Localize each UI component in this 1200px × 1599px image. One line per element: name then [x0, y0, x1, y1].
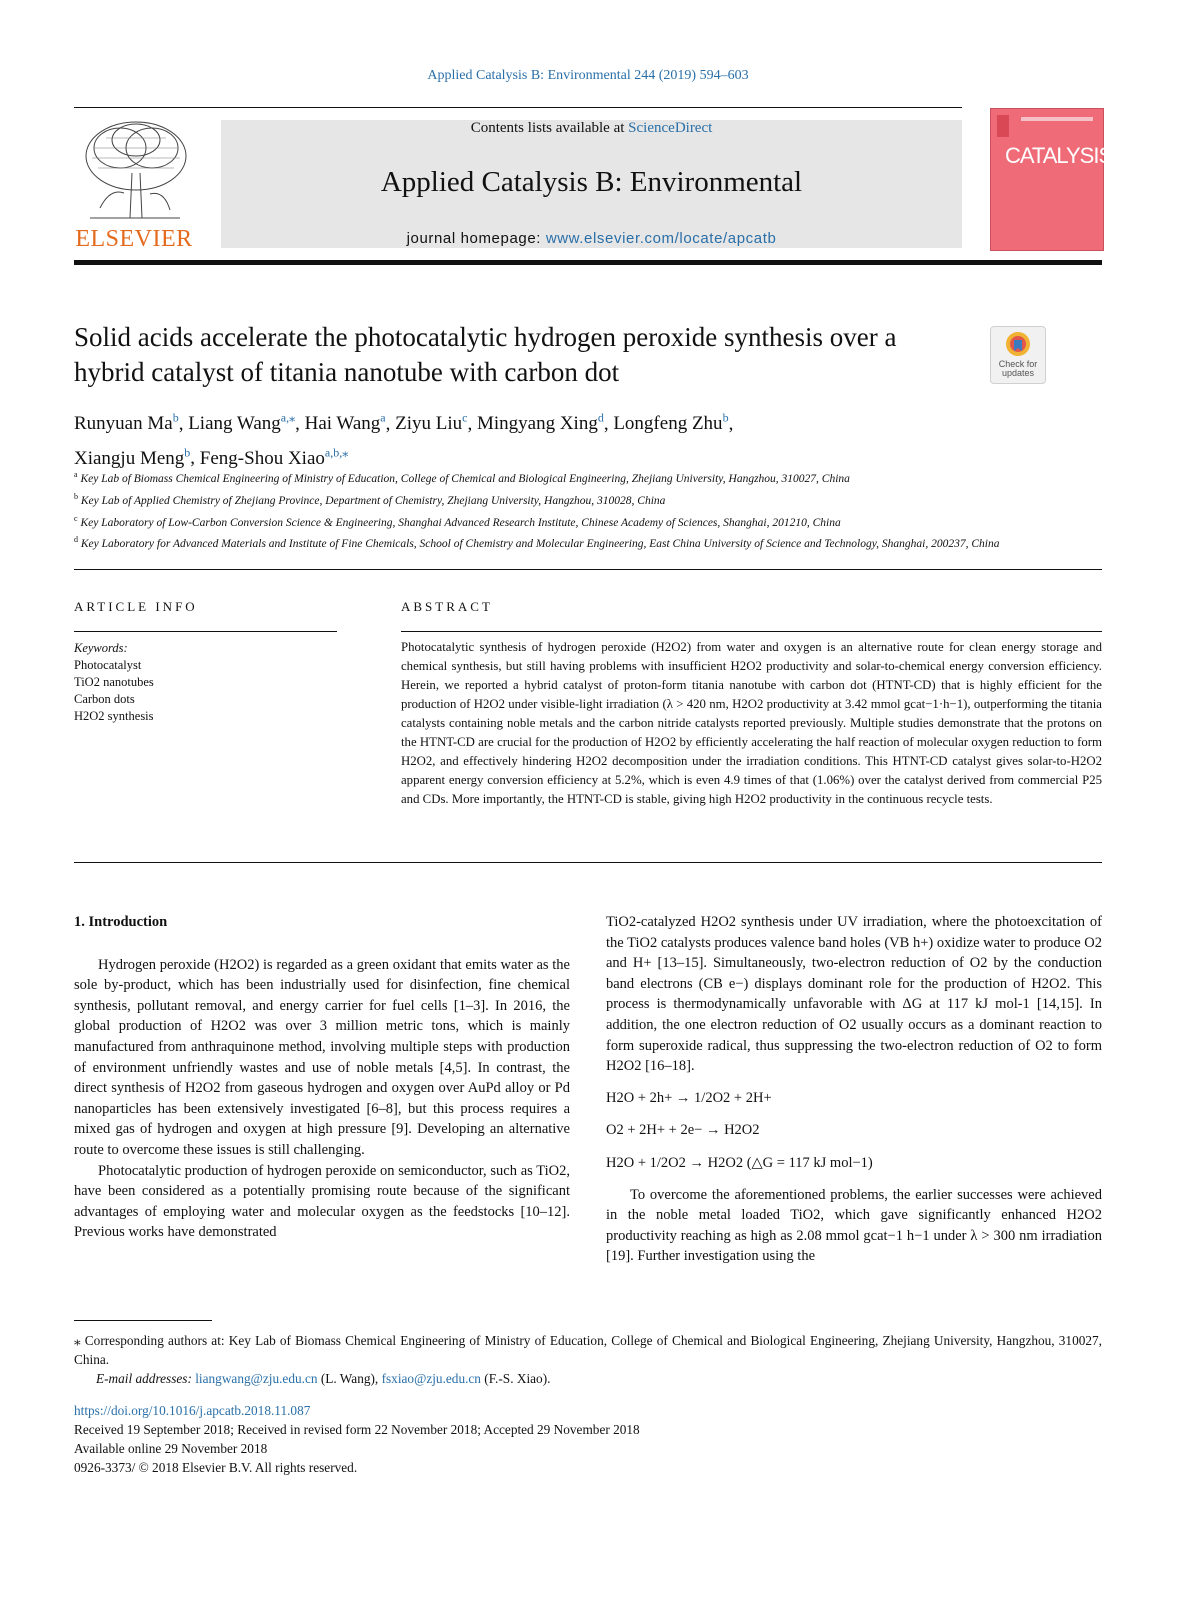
intro-paragraph-3: TiO2-catalyzed H2O2 synthesis under UV irradiation, where the photoexcitation of the TiO2 catalysts produces valence band holes (VB h+) oxidize water to produce O2 and H+ [13–15]. Simultaneously, two-electron reduction of O2 by the conduction band electrons (CB e−) displays dominant role for the production of H2O2. This process is thermodynamically unfavorable with ΔG at 117 kJ mol-1 [14,15]. In addition, the one electron reduction of O2 usually occurs as a dominant reaction to form superoxide radical, thus suppressing the two-electron reduction of O2 to form H2O2 [16–18]. [606, 914, 1102, 1075]
journal-banner [221, 120, 962, 248]
homepage-prefix: journal homepage: [406, 230, 546, 247]
check-updates-icon [1005, 331, 1031, 359]
intro-paragraph-4: To overcome the aforementioned problems, the earlier successes were achieved in the noble metal loaded TiO2, which gave significantly enhanced H2O2 productivity reaching as high as 2.08 mmol gcat−1 h−1 under λ > 300 nm irradiation [19]. Further investigation using the [606, 1186, 1102, 1265]
email-line: E-mail addresses: liangwang@zju.edu.cn (L. Wang), fsxiao@zju.edu.cn (F.-S. Xiao). [96, 1371, 551, 1386]
email-link-wang[interactable]: liangwang@zju.edu.cn [195, 1371, 318, 1386]
elsevier-wordmark: ELSEVIER [75, 226, 193, 252]
received-dates: Received 19 September 2018; Received in revised form 22 November 2018; Accepted 29 November 2018 [74, 1422, 640, 1437]
header-thick-rule [74, 260, 1102, 265]
equation-2: O2 + 2H+ + 2e− → H2O2 [606, 1122, 760, 1139]
keyword-2: TiO2 nanotubes [74, 675, 154, 689]
author-1[interactable]: Runyuan Ma$^b$ [74, 411, 179, 435]
intro-paragraph-2: Photocatalytic production of hydrogen peroxide on semiconductor, such as TiO2, have been considered as a potentially promising route because of the significant advantages of employing water and molecular oxygen as the feedstocks [10–12]. Previous works have demonstrated [74, 1162, 570, 1241]
author-5[interactable]: Mingyang Xing$^d$ [476, 411, 604, 435]
journal-citation[interactable]: Applied Catalysis B: Environmental 244 (2019) 594–603 [427, 68, 749, 83]
affiliations [74, 466, 1104, 553]
author-8[interactable]: Feng-Shou Xiao$^{a,b,⁎}$ [199, 445, 349, 469]
author-list: Runyuan Ma$^b$, Liang Wang$^{a,⁎}$, Hai Wang$^a$, Ziyu Liu$^c$, Mingyang Xing$^d$, Longfeng Zhu$^b$, Xiangju Meng$^b$, Feng-Shou Xiao$^{a,b,⁎}$ [74, 411, 734, 469]
abstract-heading: ABSTRACT [401, 599, 493, 614]
footnote-rule [74, 1320, 212, 1321]
keyword-3: Carbon dots [74, 692, 135, 706]
keyword-4: H2O2 synthesis [74, 709, 154, 723]
article-info-rule [74, 631, 337, 632]
equation-3: H2O + 1/2O2 → H2O2 (△G = 117 kJ mol−1) [606, 1154, 873, 1171]
check-updates-badge[interactable] [990, 326, 1046, 384]
corresponding-authors: ⁎ Corresponding authors at: Key Lab of Biomass Chemical Engineering of Ministry of Education, College of Chemical and Biological Engineering, Zhejiang University, Hangzhou, 310027, China. [74, 1333, 1102, 1367]
copyright: 0926-3373/ © 2018 Elsevier B.V. All rights reserved. [74, 1460, 358, 1475]
journal-cover[interactable] [990, 108, 1113, 251]
left-column [74, 912, 570, 1243]
article-info-heading: ARTICLE INFO [74, 599, 198, 614]
cover-mark [997, 115, 1009, 137]
journal-title: Applied Catalysis B: Environmental [380, 166, 803, 198]
title-line-1: Solid acids accelerate the photocatalytic hydrogen peroxide synthesis over a [74, 322, 897, 352]
homepage-link[interactable]: www.elsevier.com/locate/apcatb [545, 230, 777, 247]
affiliation-a: $^a$ Key Lab of Biomass Chemical Engineering of Ministry of Education, College of Chemical and Biological Engineering, Zhejiang University, Hangzhou, 310027, China [74, 470, 850, 485]
author-3[interactable]: Hai Wang$^a$ [304, 411, 386, 435]
right-column [606, 912, 1102, 1267]
author-2[interactable]: Liang Wang$^{a,⁎}$ [188, 411, 296, 435]
affiliation-d: $^d$ Key Laboratory for Advanced Materials and Institute of Fine Chemicals, School of Chemistry and Molecular Engineering, East China University of Science and Technology, Shanghai, 200237, China [74, 535, 1000, 551]
article-title [74, 320, 974, 390]
contents-line [221, 120, 962, 137]
doi-link[interactable]: https://doi.org/10.1016/j.apcatb.2018.11.087 [74, 1403, 311, 1418]
affiliation-b: $^b$ Key Lab of Applied Chemistry of Zhejiang Province, Department of Chemistry, Zhejiang University, Hangzhou, 310028, China [74, 491, 666, 507]
author-7[interactable]: Xiangju Meng$^b$ [74, 445, 191, 469]
keywords-label: Keywords: [74, 641, 128, 655]
check-updates-label: Check for updates [998, 359, 1038, 378]
header-rule [74, 107, 962, 108]
abstract-rule [401, 631, 1102, 632]
affiliation-rule [74, 569, 1102, 570]
email-link-xiao[interactable]: fsxiao@zju.edu.cn [381, 1371, 481, 1386]
section-heading: 1. Introduction [74, 914, 168, 930]
title-line-2: hybrid catalyst of titania nanotube with carbon dot [74, 357, 620, 387]
keywords-block [74, 640, 324, 725]
affiliation-c: $^c$ Key Laboratory of Low-Carbon Conversion Science & Engineering, Shanghai Advanced Research Institute, Chinese Academy of Sciences, Shanghai, 201210, China [74, 513, 841, 529]
author-4[interactable]: Ziyu Liu$^c$ [395, 411, 468, 435]
available-online: Available online 29 November 2018 [74, 1441, 268, 1456]
abstract-text: Photocatalytic synthesis of hydrogen peroxide (H2O2) from water and oxygen is an alternative route for clean energy storage and chemical synthesis, but still having problems with insufficient H2O2 productivity and solar-to-chemical energy conversion efficiency. Herein, we reported a hybrid catalyst of proton-form titania nanotube with carbon dot (HTNT-CD) that is highly efficient for the production of H2O2 under visible-light irradiation (λ > 420 nm, H2O2 productivity at 3.42 mmol gcat−1·h−1), outperforming the titania catalysts containing noble metals and the carbon nitride catalysts reported previously. Multiple studies demonstrate that the protons on the HTNT-CD are crucial for the production of H2O2 by efficiently accelerating the half reaction of molecular oxygen reduction to form H2O2, and effectively hindering H2O2 decomposition under the irradiation conditions. This HTNT-CD catalyst gives solar-to-H2O2 apparent energy conversion efficiency at 5.2%, which is even 4.9 times of that (1.06%) over the catalyst derived from commercial P25 and CDs. More importantly, the HTNT-CD is stable, giving high H2O2 productivity in the continuous recycle tests. [401, 640, 1102, 806]
homepage-line [221, 230, 962, 247]
keyword-1: Photocatalyst [74, 658, 142, 672]
intro-paragraph-1: Hydrogen peroxide (H2O2) is regarded as a green oxidant that emits water as the sole by-product, which has been industrially used for disinfection, fine chemical synthesis, pollutant removal, and energy carrier for fuel cells [1–3]. In 2016, the global production of H2O2 was over 3 million metric tons, which is mainly manufactured from anthraquinone method, involving multiple steps with production of environment unfriendly wastes and use of noble metals [4,5]. In contrast, the direct synthesis of H2O2 from gaseous hydrogen and oxygen over AuPd alloy or Pd nanoparticles has been extensively investigated [6–8], but this process requires a mixed gas of hydrogen and oxygen at high pressure [9]. Developing an alternative route to overcome these issues is still challenging. [74, 956, 570, 1158]
elsevier-tree-icon [80, 118, 192, 223]
cover-title: CATALYSIS [1005, 143, 1113, 168]
sciencedirect-link[interactable]: ScienceDirect [628, 120, 713, 136]
publication-info [74, 1401, 1102, 1477]
elsevier-logo[interactable] [74, 118, 194, 253]
contents-prefix: Contents lists available at [470, 120, 629, 136]
corresponding-footnote [74, 1331, 1102, 1388]
cover-top-bar [1021, 117, 1093, 121]
abstract-bottom-rule [74, 862, 1102, 863]
author-6[interactable]: Longfeng Zhu$^b$ [613, 411, 729, 435]
equation-1: H2O + 2h+ → 1/2O2 + 2H+ [606, 1089, 772, 1106]
